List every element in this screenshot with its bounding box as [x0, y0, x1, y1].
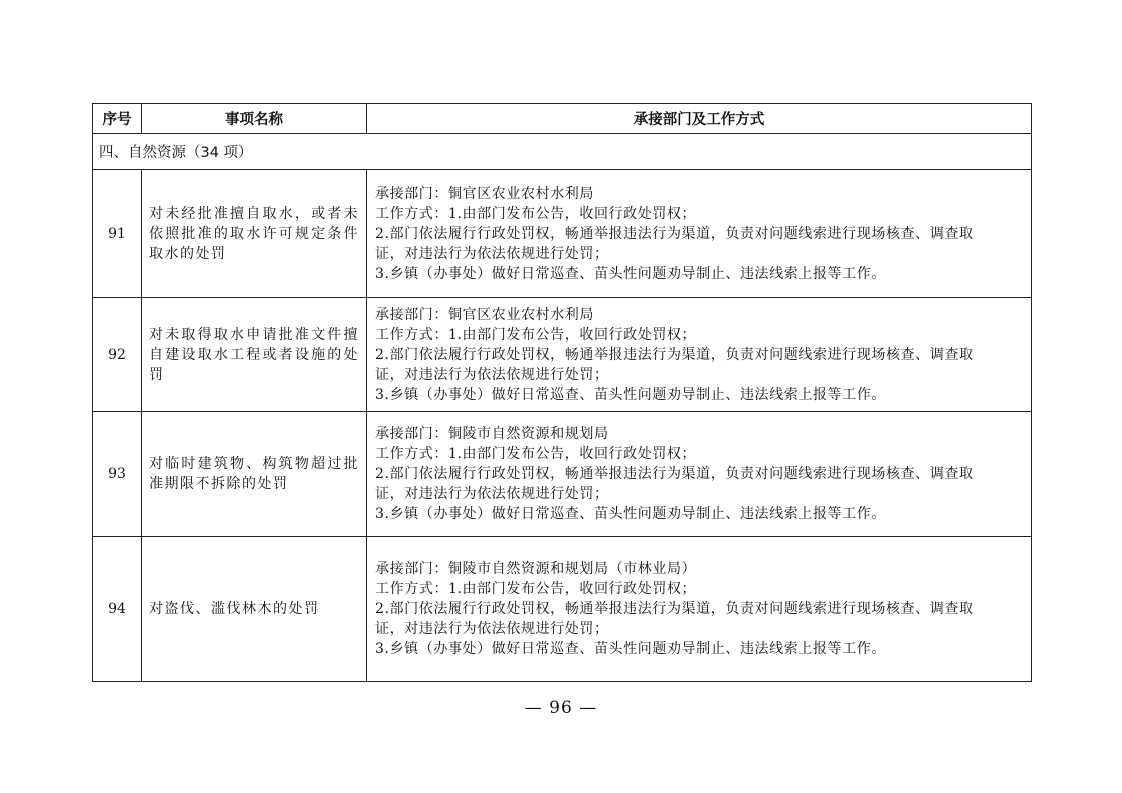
method-line: 承接部门：铜陵市自然资源和规划局 [375, 426, 609, 442]
row-number: 92 [93, 298, 142, 412]
method-line: 工作方式：1.由部门发布公告，收回行政处罚权； [375, 326, 697, 343]
items-table [92, 103, 1032, 682]
table-row [93, 170, 1032, 298]
row-number: 93 [93, 412, 142, 537]
method-line: 2.部门依法履行行政处罚权，畅通举报违法行为渠道，负责对问题线索进行现场核查、调查取 [375, 466, 974, 482]
method-line: 证，对违法行为依法依规进行处罚； [375, 366, 609, 383]
method-line: 2.部门依法履行行政处罚权，畅通举报违法行为渠道，负责对问题线索进行现场核查、调查取 [375, 346, 974, 363]
row-item-name: 对未取得取水申请批准文件擅自建设取水工程或者设施的处罚 [142, 298, 367, 412]
method-line: 3.乡镇（办事处）做好日常巡查、苗头性问题劝导制止、违法线索上报等工作。 [375, 265, 886, 282]
row-department-method [367, 170, 1032, 298]
method-line: 工作方式：1.由部门发布公告，收回行政处罚权； [375, 205, 697, 222]
header-department-method: 承接部门及工作方式 [367, 104, 1032, 134]
method-line: 证，对违法行为依法依规进行处罚； [375, 245, 609, 262]
method-line: 证，对违法行为依法依规进行处罚； [375, 621, 609, 637]
table-row [93, 537, 1032, 682]
row-item-name: 对临时建筑物、构筑物超过批准期限不拆除的处罚 [142, 412, 367, 537]
method-line: 3.乡镇（办事处）做好日常巡查、苗头性问题劝导制止、违法线索上报等工作。 [375, 506, 886, 522]
method-line: 2.部门依法履行行政处罚权，畅通举报违法行为渠道，负责对问题线索进行现场核查、调查取 [375, 601, 974, 617]
row-department-method [367, 298, 1032, 412]
section-title: 四、自然资源（34 项） [93, 134, 1032, 170]
page-number: — 96 — [524, 698, 598, 718]
method-line: 工作方式：1.由部门发布公告，收回行政处罚权； [375, 446, 697, 462]
table-header-row [93, 104, 1032, 134]
method-line: 承接部门：铜官区农业农村水利局 [375, 185, 594, 202]
method-line: 承接部门：铜官区农业农村水利局 [375, 306, 594, 323]
method-line: 承接部门：铜陵市自然资源和规划局（市林业局） [375, 561, 697, 577]
row-department-method [367, 537, 1032, 682]
header-number: 序号 [93, 104, 142, 134]
method-line: 2.部门依法履行行政处罚权，畅通举报违法行为渠道，负责对问题线索进行现场核查、调查取 [375, 225, 974, 242]
method-line: 3.乡镇（办事处）做好日常巡查、苗头性问题劝导制止、违法线索上报等工作。 [375, 386, 886, 403]
row-item-name: 对盗伐、滥伐林木的处罚 [142, 537, 367, 682]
method-line: 工作方式：1.由部门发布公告，收回行政处罚权； [375, 581, 697, 597]
header-item-name: 事项名称 [142, 104, 367, 134]
row-number: 94 [93, 537, 142, 682]
table-row [93, 298, 1032, 412]
row-number: 91 [93, 170, 142, 298]
row-item-name: 对未经批准擅自取水，或者未依照批准的取水许可规定条件取水的处罚 [142, 170, 367, 298]
table-row [93, 412, 1032, 537]
method-line: 3.乡镇（办事处）做好日常巡查、苗头性问题劝导制止、违法线索上报等工作。 [375, 641, 886, 657]
row-department-method [367, 412, 1032, 537]
method-line: 证，对违法行为依法依规进行处罚； [375, 486, 609, 502]
section-row [93, 134, 1032, 170]
